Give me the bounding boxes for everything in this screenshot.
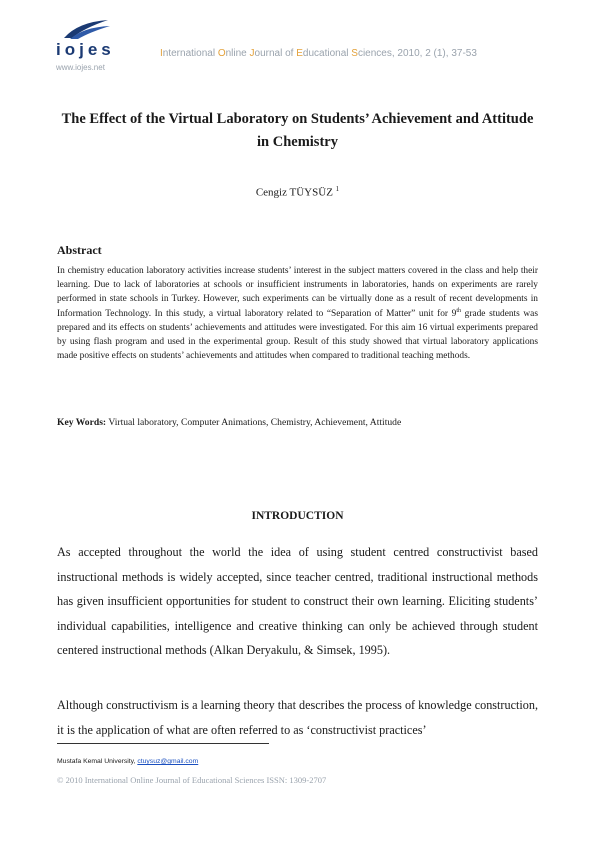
journal-url[interactable]: www.iojes.net [56,63,105,72]
footnote-divider [57,743,269,744]
abstract-heading: Abstract [57,243,102,257]
author-name: Cengiz TÜYSÜZ [255,186,333,199]
footnote-affiliation: Mustafa Kemal University, [57,758,138,765]
author-footnote-mark: 1 [335,185,340,193]
journal-logo [56,18,126,78]
author-email-link[interactable]: ctuysuz@gmail.com [137,758,199,765]
logo-swoosh-icon [62,18,112,40]
keywords-value: Virtual laboratory, Computer Animations, Chemistry, Achievement, Attitude [106,417,402,428]
keywords [57,417,538,428]
paper-title: The Effect of the Virtual Laboratory on Students’ Achievement and Attitude in Chemistry [61,111,534,150]
journal-citation-header: International Online Journal of Educational Sciences, 2010, 2 (1), 37-53 [160,48,477,59]
footnote [57,758,198,765]
keywords-label: Key Words: [57,417,107,428]
body-paragraph: Although constructivism is a learning theory that describes the process of knowledge construction, it is the application of what are often referred to as ‘constructivist practices’ [57,698,538,737]
body-paragraph: As accepted throughout the world the idea of using student centred constructivist based instructional methods is widely accepted, since teacher centred, traditional instructional methods has given insufficient opportunities for student to construct their own learning. Eliciting students’ individual capabilities, intelligence and creative thinking can only be achieved through student centered instructional methods (Alkan Deryakulu, & Simsek, 1995). [57,545,538,657]
author-line [60,185,535,199]
introduction-heading: INTRODUCTION [251,510,344,522]
abstract-text: In chemistry education laboratory activities increase students’ interest in the subject matters covered in the class and help their learning. Due to lack of laboratories at schools or insufficient instruments in laboratories, hands on experiments are rarely performed in state schools in Turkey. However, such experiments can be virtually done as a result of recent developments in Information Technology. In this study, a virtual laboratory related to “Separation of Matter” unit for 9th grade students was prepared and its effects on students’ achievements and attitudes were investigated. For this aim 16 virtual experiments prepared by using flash program and used in the experimental group. Result of this study showed that virtual laboratory applications made positive effects on students’ achievements and attitudes when compared to traditional teaching methods. [57,266,538,362]
copyright-line: © 2010 International Online Journal of Educational Sciences ISSN: 1309-2707 [57,775,327,785]
logo-text: iojes [56,40,115,59]
